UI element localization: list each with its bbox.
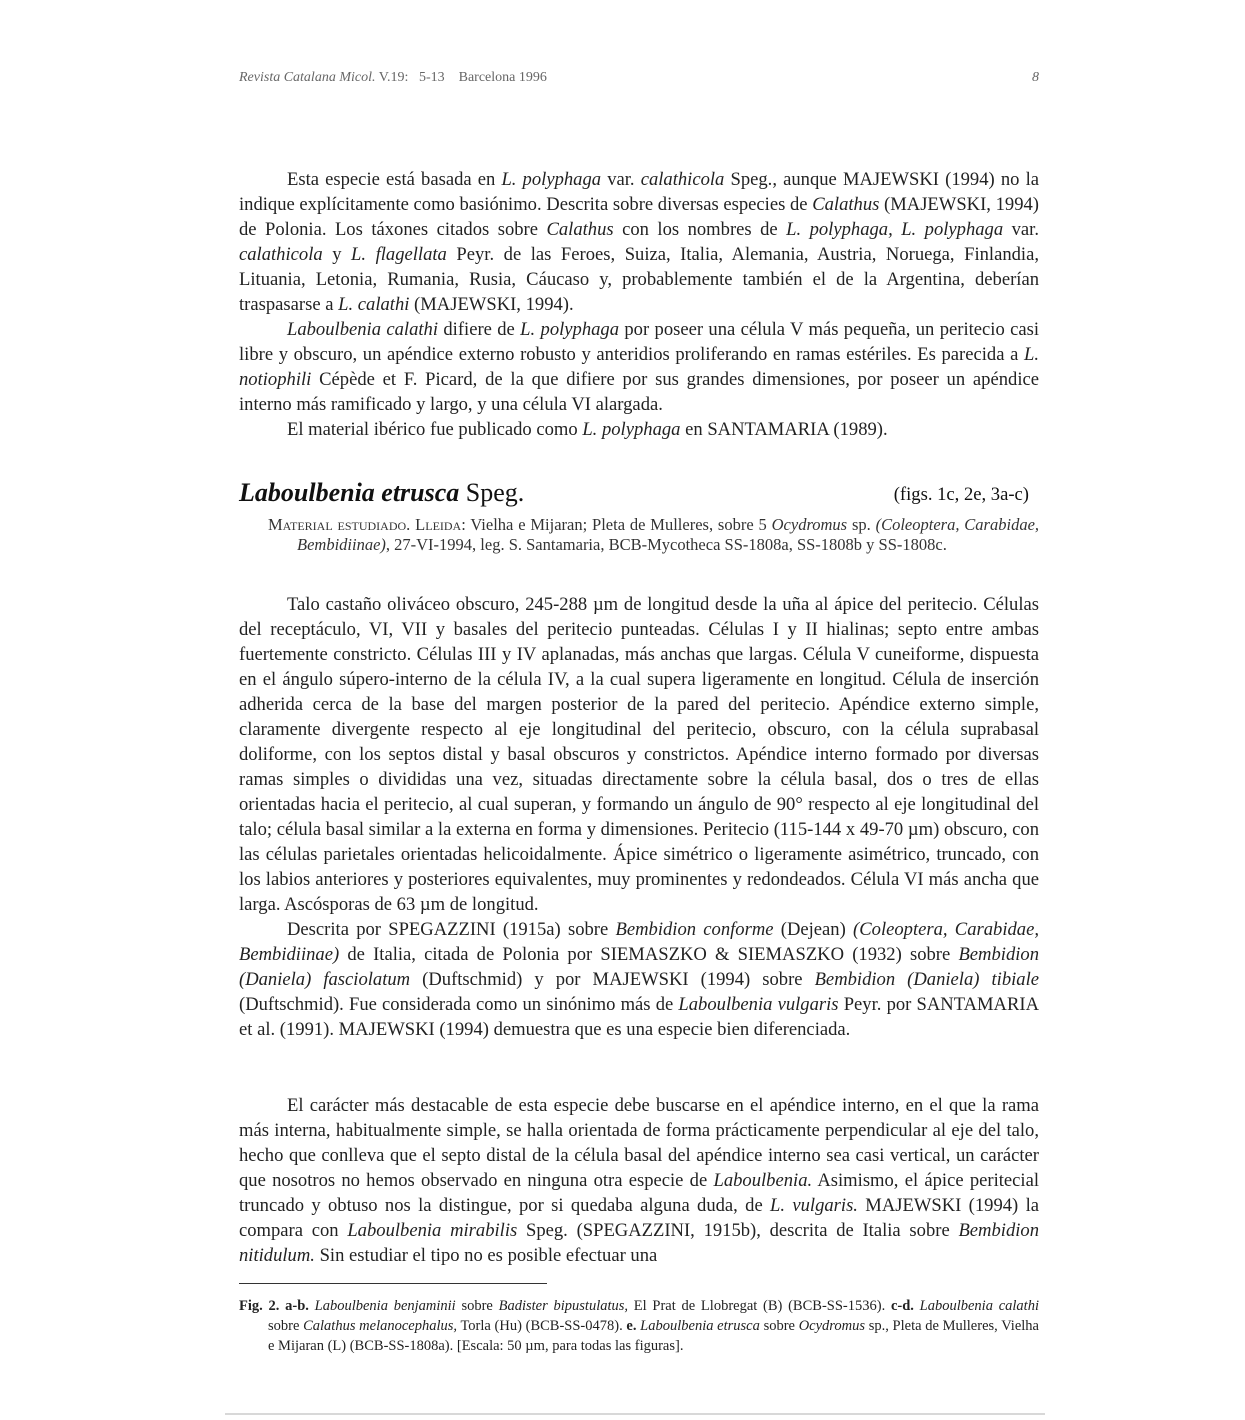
- material-studied: [268, 515, 1039, 555]
- paragraph: Laboulbenia calathi difiere de L. polyphaga por poseer una célula V más pequeña, un peritecio casi libre y obscuro, un apéndice externo robusto y anteridios proliferando en ramas estériles. Es parecida a L. notiophili Cépède et F. Picard, de la que difiere por sus grandes dimensiones, por poseer un apéndice interno más ramificado y largo, y una célula VI alargada.: [239, 319, 1040, 415]
- material-paragraph: Material estudiado. Lleida: Vielha e Mijaran; Pleta de Mulleres, sobre 5 Ocydromus sp. (Coleoptera, Carabidae, Bembidiinae), 27-VI-1994, leg. S. Santamaria, BCB-Mycotheca SS-1808a, SS-1808b y SS-1808c.: [268, 515, 1040, 554]
- page-number: 8: [1032, 70, 1039, 85]
- species-heading: [239, 478, 1039, 508]
- figure-reference: (figs. 1c, 2e, 3a-c): [893, 484, 1029, 505]
- species-author: Speg.: [459, 478, 525, 507]
- paragraph: El material ibérico fue publicado como L. polyphaga en SANTAMARIA (1989).: [287, 419, 888, 440]
- journal-pages: 5-13: [418, 70, 445, 85]
- journal-name: Revista Catalana Micol.: [239, 70, 376, 85]
- caption-paragraph: Fig. 2. a-b. Laboulbenia benjaminii sobre Badister bipustulatus, El Prat de Llobregat (B) (BCB-SS-1536). c-d. Laboulbenia calathi sobre Calathus melanocephalus, Torla (Hu) (BCB-SS-0478). e. Laboulbenia etrusca sobre Ocydromus sp., Pleta de Mulleres, Vielha e Mijaran (L) (BCB-SS-1808a). [Escala: 50 µm, para todas las figuras].: [239, 1298, 1039, 1354]
- paragraph: Talo castaño oliváceo obscuro, 245-288 µm de longitud desde la uña al ápice del peritecio. Células del receptáculo, VI, VII y basales del peritecio punteadas. Células I y II hialinas; septo entre ambas fuertemente constricto. Células III y IV aplanadas, más anchas que largas. Célula V cuneiforme, dispuesta en el ángulo súpero-interno de la célula IV, a la cual supera ligeramente en longitud. Célula de inserción adherida cerca de la base del margen posterior de la pared del peritecio. Apéndice externo simple, claramente divergente respecto al eje longitudinal del peritecio, obscuro, con la célula suprabasal doliforme, con los septos distal y basal obscuros y constrictos. Apéndice interno formado por diversas ramas simples o divididas una vez, situadas directamente sobre la célula basal, dos o tres de ellas orientadas hacia el peritecio, al cual superan, y formando un ángulo de 90° respecto al eje longitudinal del talo; célula basal similar a la externa en forma y dimensiones. Peritecio (115-144 x 49-70 µm) obscuro, con las células parietales orientadas helicoidalmente. Ápice simétrico o ligeramente asimétrico, truncado, con los labios anteriores y posteriores equivalentes, muy prominentes y redondeados. Célula VI más ancha que larga. Ascósporas de 63 µm de longitud.: [239, 594, 1039, 915]
- description-text: [239, 592, 1039, 1042]
- figure-caption: [239, 1296, 1039, 1356]
- intro-text: [239, 167, 1039, 442]
- journal-volume: V.19:: [378, 70, 409, 85]
- footnote-rule: [239, 1283, 547, 1284]
- scan-edge: [225, 1413, 1045, 1415]
- species-name: Laboulbenia etrusca: [239, 478, 460, 507]
- species-title: [239, 478, 524, 507]
- discussion-text: [239, 1093, 1039, 1268]
- journal-citation: [239, 70, 547, 86]
- paragraph: Descrita por SPEGAZZINI (1915a) sobre Bembidion conforme (Dejean) (Coleoptera, Carabidae, Bembidiinae) de Italia, citada de Polonia por SIEMASZKO & SIEMASZKO (1932) sobre Bembidion (Daniela) fasciolatum (Duftschmid) y por MAJEWSKI (1994) sobre Bembidion (Daniela) tibiale (Duftschmid). Fue considerada como un sinónimo más de Laboulbenia vulgaris Peyr. por SANTAMARIA et al. (1991). MAJEWSKI (1994) demuestra que es una especie bien diferenciada.: [239, 919, 1040, 1040]
- journal-place-year: Barcelona 1996: [458, 70, 547, 85]
- paragraph: El carácter más destacable de esta especie debe buscarse en el apéndice interno, en el que la rama más interna, habitualmente simple, se halla orientada de forma prácticamente perpendicular al eje del talo, hecho que conlleva que el septo distal de la célula basal del apéndice interno sea casi vertical, un carácter que nosotros no hemos observado en ninguna otra especie de Laboulbenia. Asimismo, el ápice peritecial truncado y obtuso nos la distingue, por si quedaba alguna duda, de L. vulgaris. MAJEWSKI (1994) la compara con Laboulbenia mirabilis Speg. (SPEGAZZINI, 1915b), descrita de Italia sobre Bembidion nitidulum. Sin estudiar el tipo no es posible efectuar una: [239, 1095, 1040, 1266]
- paragraph: Esta especie está basada en L. polyphaga var. calathicola Speg., aunque MAJEWSKI (1994) no la indique explícitamente como basiónimo. Descrita sobre diversas especies de Calathus (MAJEWSKI, 1994) de Polonia. Los táxones citados sobre Calathus con los nombres de L. polyphaga, L. polyphaga var. calathicola y L. flagellata Peyr. de las Feroes, Suiza, Italia, Alemania, Austria, Noruega, Finlandia, Lituania, Letonia, Rumania, Rusia, Cáucaso y, probablemente también el de la Argentina, deberían traspasarse a L. calathi (MAJEWSKI, 1994).: [239, 169, 1039, 315]
